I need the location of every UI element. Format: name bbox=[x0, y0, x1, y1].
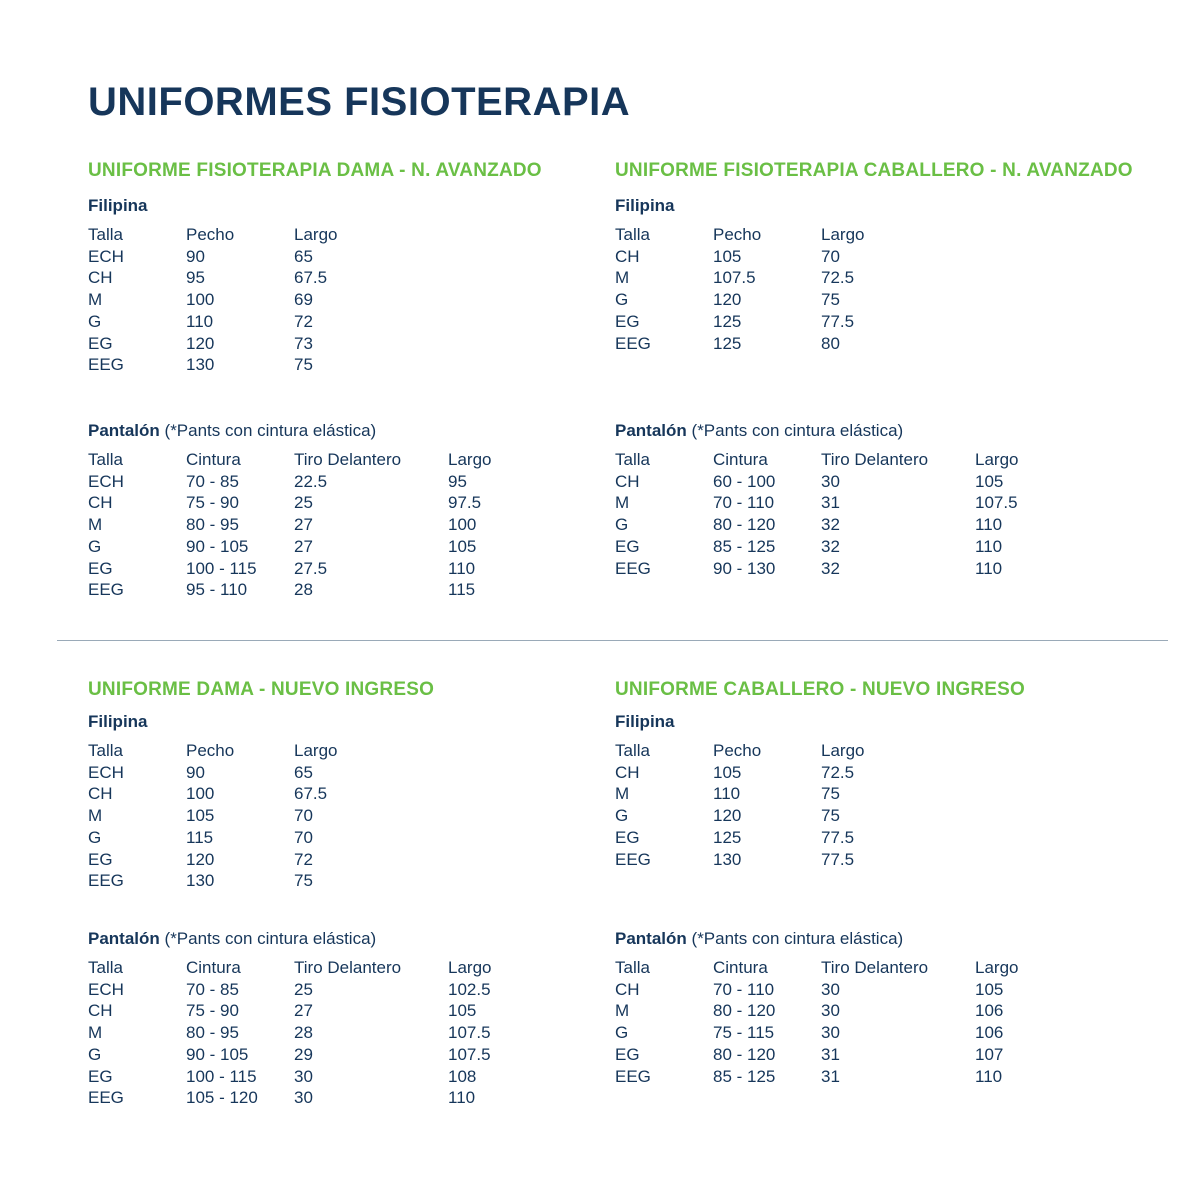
table-row bbox=[88, 1066, 528, 1088]
table-cell: 120 bbox=[186, 849, 215, 869]
filipina-table bbox=[615, 224, 975, 354]
table-cell: ECH bbox=[88, 471, 124, 491]
table-row bbox=[88, 1044, 528, 1066]
section-heading: UNIFORME CABALLERO - NUEVO INGRESO bbox=[615, 679, 1026, 700]
filipina-label bbox=[88, 196, 448, 216]
table-cell: 70 - 110 bbox=[713, 979, 775, 999]
table-cell: 31 bbox=[821, 493, 840, 513]
table-cell: 30 bbox=[294, 1088, 313, 1108]
table-cell: EEG bbox=[88, 871, 124, 891]
table-cell: EEG bbox=[615, 1066, 651, 1086]
pantalon-label bbox=[615, 421, 1055, 441]
table-cell: 30 bbox=[821, 471, 840, 491]
table-cell: 105 bbox=[713, 762, 742, 782]
table-row bbox=[88, 827, 448, 849]
table-cell: 110 bbox=[186, 311, 214, 331]
filipina-label-text: Filipina bbox=[615, 196, 675, 215]
table-cell: 110 bbox=[448, 558, 476, 578]
table-cell: 90 - 130 bbox=[713, 558, 776, 578]
table-row bbox=[88, 289, 448, 311]
table-cell: M bbox=[615, 493, 630, 513]
column-header: Largo bbox=[448, 450, 492, 469]
table-row bbox=[615, 827, 975, 849]
table-cell: 107.5 bbox=[713, 268, 756, 288]
table-cell: M bbox=[88, 806, 103, 826]
table-cell: CH bbox=[88, 784, 113, 804]
table-cell: 105 bbox=[975, 979, 1004, 999]
filipina-table bbox=[88, 740, 448, 892]
table-cell: 125 bbox=[713, 311, 742, 331]
filipina-label bbox=[615, 196, 975, 216]
column-header: Largo bbox=[821, 225, 865, 244]
table-cell: 80 - 120 bbox=[713, 1001, 776, 1021]
pantalon-label-text: Pantalón bbox=[88, 421, 160, 440]
table-cell: EEG bbox=[88, 1088, 124, 1108]
table-cell: M bbox=[88, 290, 103, 310]
table-cell: 102.5 bbox=[448, 979, 491, 999]
table-cell: G bbox=[88, 1044, 102, 1064]
table-row bbox=[88, 979, 528, 1001]
table-cell: 29 bbox=[294, 1044, 313, 1064]
column-header: Talla bbox=[615, 958, 650, 977]
table-cell: 70 bbox=[821, 246, 840, 266]
table-cell: 75 bbox=[294, 871, 313, 891]
filipina-table bbox=[88, 224, 448, 376]
pantalon-table bbox=[615, 957, 1055, 1087]
table-cell: 31 bbox=[821, 1044, 840, 1064]
table-cell: 70 - 110 bbox=[713, 493, 775, 513]
table-cell: M bbox=[615, 1001, 630, 1021]
table-cell: 90 bbox=[186, 762, 205, 782]
column-header: Pecho bbox=[186, 741, 235, 760]
table-cell: 65 bbox=[294, 246, 313, 266]
table-header-row bbox=[88, 740, 448, 762]
table-cell: 77.5 bbox=[821, 849, 855, 869]
table-cell: 120 bbox=[713, 806, 742, 826]
table-cell: EG bbox=[615, 311, 640, 331]
table-cell: 110 bbox=[713, 784, 741, 804]
table-row bbox=[88, 870, 448, 892]
table-cell: 80 - 120 bbox=[713, 1044, 776, 1064]
filipina-block bbox=[615, 712, 975, 870]
table-header-row bbox=[615, 224, 975, 246]
table-cell: 75 - 115 bbox=[713, 1023, 775, 1043]
table-row bbox=[88, 849, 448, 871]
table-cell: 30 bbox=[821, 1001, 840, 1021]
table-cell: EG bbox=[88, 1066, 113, 1086]
table-cell: EEG bbox=[88, 355, 124, 375]
table-cell: 60 - 100 bbox=[713, 471, 776, 491]
table-cell: M bbox=[615, 268, 630, 288]
table-row bbox=[615, 333, 975, 355]
column-header: Cintura bbox=[713, 958, 768, 977]
table-row bbox=[615, 471, 1055, 493]
table-cell: 106 bbox=[975, 1023, 1004, 1043]
pantalon-label bbox=[88, 421, 528, 441]
table-cell: 75 bbox=[821, 784, 840, 804]
table-cell: 110 bbox=[975, 558, 1003, 578]
column-header: Pecho bbox=[713, 741, 762, 760]
table-cell: 125 bbox=[713, 827, 742, 847]
column-header: Talla bbox=[88, 741, 123, 760]
filipina-table bbox=[615, 740, 975, 870]
table-cell: 25 bbox=[294, 493, 313, 513]
filipina-label-text: Filipina bbox=[615, 712, 675, 731]
table-cell: 80 - 95 bbox=[186, 1023, 239, 1043]
table-cell: 100 - 115 bbox=[186, 558, 257, 578]
filipina-block bbox=[615, 196, 975, 354]
table-row bbox=[88, 514, 528, 536]
table-row bbox=[88, 1000, 528, 1022]
table-cell: CH bbox=[88, 493, 113, 513]
table-cell: 107.5 bbox=[975, 493, 1018, 513]
table-cell: 130 bbox=[186, 355, 215, 375]
table-cell: 95 - 110 bbox=[186, 580, 248, 600]
table-row bbox=[615, 311, 975, 333]
table-header-row bbox=[88, 449, 528, 471]
table-header-row bbox=[615, 957, 1055, 979]
section-caballero-avanzado bbox=[615, 160, 1175, 578]
table-row bbox=[88, 762, 448, 784]
table-cell: 69 bbox=[294, 290, 313, 310]
table-cell: 75 bbox=[821, 290, 840, 310]
table-row bbox=[615, 783, 975, 805]
table-cell: 27 bbox=[294, 515, 313, 535]
table-row bbox=[88, 492, 528, 514]
pantalon-label bbox=[615, 929, 1055, 949]
pantalon-label-text: Pantalón bbox=[88, 929, 160, 948]
table-cell: EG bbox=[88, 849, 113, 869]
filipina-label-text: Filipina bbox=[88, 712, 148, 731]
table-cell: EG bbox=[88, 558, 113, 578]
table-cell: 85 - 125 bbox=[713, 1066, 776, 1086]
table-row bbox=[88, 783, 448, 805]
table-header-row bbox=[615, 740, 975, 762]
table-cell: G bbox=[88, 536, 102, 556]
table-row bbox=[88, 333, 448, 355]
table-cell: EEG bbox=[615, 333, 651, 353]
table-cell: ECH bbox=[88, 762, 124, 782]
column-header: Talla bbox=[88, 225, 123, 244]
pantalon-block bbox=[615, 421, 1055, 579]
table-cell: 107 bbox=[975, 1044, 1004, 1064]
pantalon-note: (*Pants con cintura elástica) bbox=[691, 421, 904, 440]
table-row bbox=[88, 471, 528, 493]
column-header: Largo bbox=[448, 958, 492, 977]
filipina-block bbox=[88, 712, 448, 892]
table-header-row bbox=[88, 957, 528, 979]
pantalon-block bbox=[88, 929, 528, 1109]
table-cell: 22.5 bbox=[294, 471, 328, 491]
table-row bbox=[88, 267, 448, 289]
table-cell: 90 - 105 bbox=[186, 1044, 249, 1064]
table-cell: CH bbox=[615, 246, 640, 266]
table-cell: 106 bbox=[975, 1001, 1004, 1021]
table-cell: 115 bbox=[186, 827, 214, 847]
pantalon-table bbox=[88, 957, 528, 1109]
table-cell: 95 bbox=[186, 268, 205, 288]
section-dama-avanzado bbox=[88, 160, 648, 600]
filipina-label bbox=[88, 712, 448, 732]
table-row bbox=[615, 762, 975, 784]
table-cell: 125 bbox=[713, 333, 742, 353]
section-heading: UNIFORME FISIOTERAPIA CABALLERO - N. AVANZADO bbox=[615, 160, 1133, 181]
table-cell: 75 - 90 bbox=[186, 493, 239, 513]
column-header: Largo bbox=[975, 450, 1019, 469]
table-cell: 72.5 bbox=[821, 268, 855, 288]
section-heading: UNIFORME DAMA - NUEVO INGRESO bbox=[88, 679, 435, 700]
table-cell: 70 - 85 bbox=[186, 979, 239, 999]
table-row bbox=[88, 536, 528, 558]
column-header: Talla bbox=[615, 450, 650, 469]
table-cell: 72 bbox=[294, 849, 313, 869]
section-divider bbox=[57, 640, 1168, 641]
table-cell: 27 bbox=[294, 1001, 313, 1021]
table-cell: 30 bbox=[821, 979, 840, 999]
table-cell: 100 bbox=[186, 784, 215, 804]
table-cell: 108 bbox=[448, 1066, 477, 1086]
table-cell: ECH bbox=[88, 246, 124, 266]
column-header: Tiro Delantero bbox=[821, 958, 929, 977]
column-header: Tiro Delantero bbox=[294, 958, 402, 977]
table-cell: 105 bbox=[448, 1001, 477, 1021]
table-row bbox=[88, 1022, 528, 1044]
table-cell: 97.5 bbox=[448, 493, 482, 513]
table-cell: 67.5 bbox=[294, 268, 328, 288]
table-cell: 110 bbox=[975, 1066, 1003, 1086]
table-row bbox=[615, 267, 975, 289]
table-row bbox=[88, 805, 448, 827]
table-cell: 75 - 90 bbox=[186, 1001, 239, 1021]
table-cell: 130 bbox=[713, 849, 742, 869]
column-header: Talla bbox=[88, 450, 123, 469]
column-header: Cintura bbox=[186, 958, 241, 977]
table-cell: CH bbox=[615, 762, 640, 782]
table-cell: G bbox=[615, 1023, 629, 1043]
table-cell: 115 bbox=[448, 580, 476, 600]
table-cell: 90 bbox=[186, 246, 205, 266]
table-row bbox=[88, 1087, 528, 1109]
pantalon-block bbox=[88, 421, 528, 601]
table-cell: 105 bbox=[975, 471, 1004, 491]
pantalon-note: (*Pants con cintura elástica) bbox=[164, 929, 377, 948]
table-cell: 25 bbox=[294, 979, 313, 999]
table-cell: 80 bbox=[821, 333, 840, 353]
table-cell: EG bbox=[615, 536, 640, 556]
table-cell: 75 bbox=[294, 355, 313, 375]
table-row bbox=[88, 246, 448, 268]
table-cell: 70 bbox=[294, 827, 313, 847]
table-cell: 70 - 85 bbox=[186, 471, 239, 491]
table-cell: 80 - 120 bbox=[713, 515, 776, 535]
table-cell: 70 bbox=[294, 806, 313, 826]
table-cell: 130 bbox=[186, 871, 215, 891]
table-cell: 90 - 105 bbox=[186, 536, 249, 556]
pantalon-label-text: Pantalón bbox=[615, 421, 687, 440]
column-header: Talla bbox=[615, 225, 650, 244]
table-row bbox=[88, 558, 528, 580]
table-cell: G bbox=[615, 806, 629, 826]
table-cell: CH bbox=[88, 1001, 113, 1021]
table-cell: 105 bbox=[713, 246, 742, 266]
table-cell: 107.5 bbox=[448, 1044, 491, 1064]
table-cell: 105 bbox=[448, 536, 477, 556]
table-cell: 28 bbox=[294, 1023, 313, 1043]
table-cell: 72.5 bbox=[821, 762, 855, 782]
filipina-block bbox=[88, 196, 448, 376]
table-row bbox=[88, 354, 448, 376]
table-header-row bbox=[615, 449, 1055, 471]
table-cell: 32 bbox=[821, 558, 840, 578]
column-header: Largo bbox=[294, 741, 338, 760]
table-row bbox=[615, 514, 1055, 536]
table-cell: 73 bbox=[294, 333, 313, 353]
table-cell: 77.5 bbox=[821, 311, 855, 331]
table-cell: CH bbox=[88, 268, 113, 288]
table-row bbox=[615, 536, 1055, 558]
table-row bbox=[88, 579, 528, 601]
table-row bbox=[615, 1044, 1055, 1066]
table-row bbox=[615, 1066, 1055, 1088]
table-cell: G bbox=[615, 515, 629, 535]
table-header-row bbox=[88, 224, 448, 246]
table-cell: 30 bbox=[821, 1023, 840, 1043]
table-cell: 31 bbox=[821, 1066, 840, 1086]
table-row bbox=[615, 805, 975, 827]
column-header: Pecho bbox=[186, 225, 235, 244]
table-cell: M bbox=[88, 1023, 103, 1043]
section-caballero-nuevo-ingreso bbox=[615, 679, 1175, 1086]
table-row bbox=[615, 1022, 1055, 1044]
table-cell: CH bbox=[615, 979, 640, 999]
table-cell: 100 bbox=[186, 290, 215, 310]
table-cell: 30 bbox=[294, 1066, 313, 1086]
table-cell: EEG bbox=[615, 558, 651, 578]
table-cell: 100 bbox=[448, 515, 477, 535]
table-cell: 75 bbox=[821, 806, 840, 826]
table-cell: 80 - 95 bbox=[186, 515, 239, 535]
filipina-label bbox=[615, 712, 975, 732]
pantalon-note: (*Pants con cintura elástica) bbox=[164, 421, 377, 440]
column-header: Largo bbox=[975, 958, 1019, 977]
column-header: Talla bbox=[615, 741, 650, 760]
table-cell: 110 bbox=[975, 536, 1003, 556]
column-header: Tiro Delantero bbox=[294, 450, 402, 469]
pantalon-table bbox=[88, 449, 528, 601]
table-cell: G bbox=[88, 827, 102, 847]
table-row bbox=[615, 289, 975, 311]
page-title: UNIFORMES FISIOTERAPIA bbox=[88, 80, 631, 124]
table-row bbox=[615, 979, 1055, 1001]
table-cell: 77.5 bbox=[821, 827, 855, 847]
table-cell: 32 bbox=[821, 536, 840, 556]
table-cell: 28 bbox=[294, 580, 313, 600]
pantalon-note: (*Pants con cintura elástica) bbox=[691, 929, 904, 948]
table-cell: 27 bbox=[294, 536, 313, 556]
table-cell: 95 bbox=[448, 471, 467, 491]
table-cell: CH bbox=[615, 471, 640, 491]
column-header: Largo bbox=[821, 741, 865, 760]
table-cell: ECH bbox=[88, 979, 124, 999]
table-cell: 27.5 bbox=[294, 558, 328, 578]
column-header: Talla bbox=[88, 958, 123, 977]
column-header: Cintura bbox=[713, 450, 768, 469]
table-row bbox=[615, 492, 1055, 514]
table-cell: 120 bbox=[186, 333, 215, 353]
table-cell: EEG bbox=[88, 580, 124, 600]
column-header: Pecho bbox=[713, 225, 762, 244]
column-header: Largo bbox=[294, 225, 338, 244]
table-cell: 107.5 bbox=[448, 1023, 491, 1043]
pantalon-label bbox=[88, 929, 528, 949]
table-cell: 65 bbox=[294, 762, 313, 782]
table-cell: 105 bbox=[186, 806, 215, 826]
pantalon-block bbox=[615, 929, 1055, 1087]
pantalon-label-text: Pantalón bbox=[615, 929, 687, 948]
table-row bbox=[615, 246, 975, 268]
table-cell: 105 - 120 bbox=[186, 1088, 258, 1108]
table-row bbox=[615, 849, 975, 871]
pantalon-table bbox=[615, 449, 1055, 579]
section-dama-nuevo-ingreso bbox=[88, 679, 648, 1108]
table-row bbox=[615, 1000, 1055, 1022]
table-cell: EG bbox=[88, 333, 113, 353]
table-cell: 120 bbox=[713, 290, 742, 310]
table-cell: G bbox=[615, 290, 629, 310]
table-cell: M bbox=[615, 784, 630, 804]
table-cell: 110 bbox=[975, 515, 1003, 535]
column-header: Tiro Delantero bbox=[821, 450, 929, 469]
table-row bbox=[615, 558, 1055, 580]
table-cell: 32 bbox=[821, 515, 840, 535]
table-cell: 67.5 bbox=[294, 784, 328, 804]
table-cell: 100 - 115 bbox=[186, 1066, 257, 1086]
filipina-label-text: Filipina bbox=[88, 196, 148, 215]
table-cell: 110 bbox=[448, 1088, 476, 1108]
table-cell: EEG bbox=[615, 849, 651, 869]
table-cell: EG bbox=[615, 1044, 640, 1064]
table-cell: G bbox=[88, 311, 102, 331]
column-header: Cintura bbox=[186, 450, 241, 469]
table-row bbox=[88, 311, 448, 333]
section-heading: UNIFORME FISIOTERAPIA DAMA - N. AVANZADO bbox=[88, 160, 542, 181]
table-cell: M bbox=[88, 515, 103, 535]
table-cell: EG bbox=[615, 827, 640, 847]
table-cell: 72 bbox=[294, 311, 313, 331]
table-cell: 85 - 125 bbox=[713, 536, 776, 556]
